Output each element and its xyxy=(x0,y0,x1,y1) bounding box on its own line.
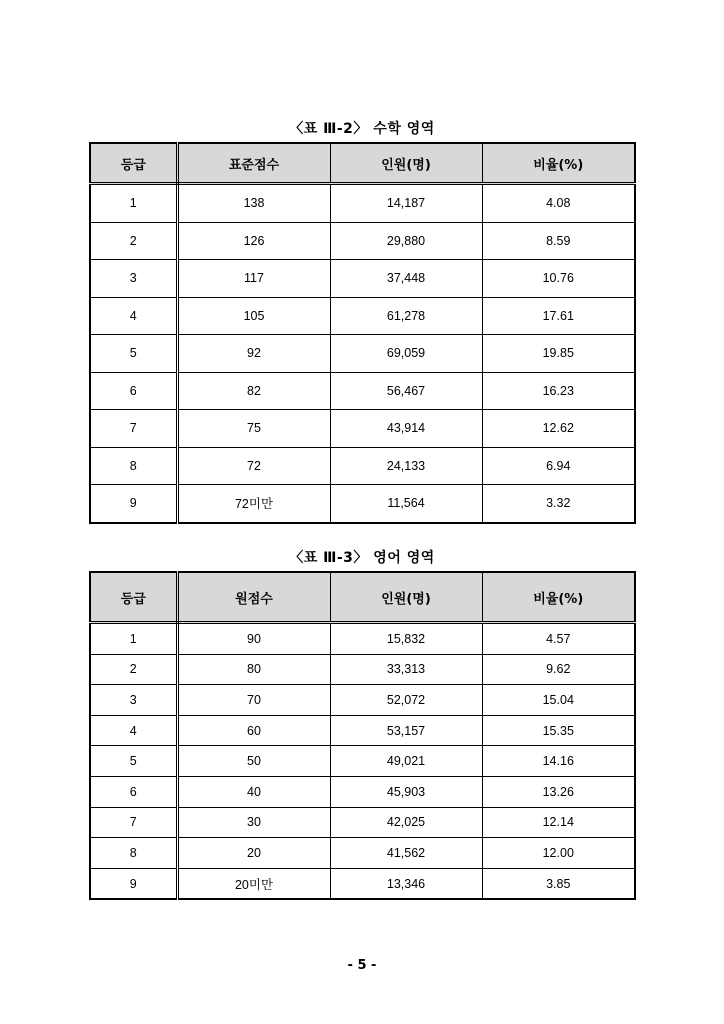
table-row xyxy=(90,447,635,485)
cell-ratio: 17.61 xyxy=(482,297,635,335)
cell-count: 69,059 xyxy=(330,335,482,373)
table-row xyxy=(90,335,635,373)
cell-count: 42,025 xyxy=(330,807,482,838)
cell-score: 20미만 xyxy=(177,868,330,899)
cell-score: 72미만 xyxy=(177,485,330,523)
table-row xyxy=(90,260,635,298)
cell-count: 24,133 xyxy=(330,447,482,485)
cell-ratio: 4.57 xyxy=(482,623,635,655)
cell-score: 30 xyxy=(177,807,330,838)
cell-grade: 5 xyxy=(90,335,177,373)
cell-ratio: 3.85 xyxy=(482,868,635,899)
cell-score: 90 xyxy=(177,623,330,655)
cell-grade: 7 xyxy=(90,410,177,448)
table-row xyxy=(90,838,635,869)
cell-ratio: 8.59 xyxy=(482,222,635,260)
cell-ratio: 15.35 xyxy=(482,715,635,746)
cell-grade: 7 xyxy=(90,807,177,838)
cell-grade: 6 xyxy=(90,372,177,410)
cell-score: 80 xyxy=(177,654,330,685)
cell-grade: 4 xyxy=(90,297,177,335)
cell-ratio: 12.00 xyxy=(482,838,635,869)
cell-score: 105 xyxy=(177,297,330,335)
table-row xyxy=(90,372,635,410)
cell-ratio: 13.26 xyxy=(482,776,635,807)
cell-ratio: 4.08 xyxy=(482,184,635,223)
table-row xyxy=(90,868,635,899)
column-header-score: 원점수 xyxy=(177,572,330,623)
table-row xyxy=(90,807,635,838)
cell-grade: 3 xyxy=(90,685,177,716)
cell-score: 20 xyxy=(177,838,330,869)
math-grade-table xyxy=(89,142,636,524)
cell-grade: 8 xyxy=(90,447,177,485)
table-row xyxy=(90,485,635,523)
cell-score: 60 xyxy=(177,715,330,746)
cell-ratio: 9.62 xyxy=(482,654,635,685)
cell-grade: 8 xyxy=(90,838,177,869)
cell-ratio: 15.04 xyxy=(482,685,635,716)
cell-ratio: 10.76 xyxy=(482,260,635,298)
cell-score: 70 xyxy=(177,685,330,716)
cell-count: 37,448 xyxy=(330,260,482,298)
cell-count: 13,346 xyxy=(330,868,482,899)
table-row xyxy=(90,685,635,716)
table-row xyxy=(90,746,635,777)
cell-ratio: 14.16 xyxy=(482,746,635,777)
table-row xyxy=(90,222,635,260)
english-table-caption: 〈표 Ⅲ-3〉 영어 영역 xyxy=(289,550,435,566)
cell-count: 49,021 xyxy=(330,746,482,777)
table-header-row xyxy=(90,572,635,623)
cell-count: 29,880 xyxy=(330,222,482,260)
cell-grade: 2 xyxy=(90,222,177,260)
cell-score: 138 xyxy=(177,184,330,223)
table-row xyxy=(90,410,635,448)
cell-count: 52,072 xyxy=(330,685,482,716)
column-header-count: 인원(명) xyxy=(330,143,482,184)
column-header-grade: 등급 xyxy=(90,143,177,184)
cell-grade: 4 xyxy=(90,715,177,746)
cell-ratio: 12.62 xyxy=(482,410,635,448)
cell-grade: 3 xyxy=(90,260,177,298)
cell-count: 56,467 xyxy=(330,372,482,410)
cell-ratio: 16.23 xyxy=(482,372,635,410)
cell-score: 126 xyxy=(177,222,330,260)
table-row xyxy=(90,654,635,685)
table-row xyxy=(90,623,635,655)
cell-score: 72 xyxy=(177,447,330,485)
column-header-count: 인원(명) xyxy=(330,572,482,623)
cell-score: 75 xyxy=(177,410,330,448)
cell-count: 61,278 xyxy=(330,297,482,335)
table-row xyxy=(90,715,635,746)
table-row xyxy=(90,184,635,223)
english-grade-table xyxy=(89,571,636,900)
cell-count: 14,187 xyxy=(330,184,482,223)
cell-count: 53,157 xyxy=(330,715,482,746)
column-header-grade: 등급 xyxy=(90,572,177,623)
table-row xyxy=(90,297,635,335)
cell-score: 117 xyxy=(177,260,330,298)
cell-count: 43,914 xyxy=(330,410,482,448)
table-row xyxy=(90,776,635,807)
cell-grade: 1 xyxy=(90,623,177,655)
cell-ratio: 6.94 xyxy=(482,447,635,485)
cell-grade: 9 xyxy=(90,485,177,523)
cell-count: 15,832 xyxy=(330,623,482,655)
table-header-row xyxy=(90,143,635,184)
cell-count: 45,903 xyxy=(330,776,482,807)
cell-score: 40 xyxy=(177,776,330,807)
cell-count: 11,564 xyxy=(330,485,482,523)
cell-grade: 9 xyxy=(90,868,177,899)
column-header-ratio: 비율(%) xyxy=(482,572,635,623)
cell-grade: 5 xyxy=(90,746,177,777)
cell-ratio: 19.85 xyxy=(482,335,635,373)
cell-grade: 1 xyxy=(90,184,177,223)
math-table-caption: 〈표 Ⅲ-2〉 수학 영역 xyxy=(289,121,435,137)
cell-grade: 2 xyxy=(90,654,177,685)
cell-score: 50 xyxy=(177,746,330,777)
cell-grade: 6 xyxy=(90,776,177,807)
cell-score: 92 xyxy=(177,335,330,373)
cell-ratio: 3.32 xyxy=(482,485,635,523)
cell-count: 41,562 xyxy=(330,838,482,869)
cell-ratio: 12.14 xyxy=(482,807,635,838)
cell-score: 82 xyxy=(177,372,330,410)
cell-count: 33,313 xyxy=(330,654,482,685)
page-number: - 5 - xyxy=(347,958,377,973)
column-header-ratio: 비율(%) xyxy=(482,143,635,184)
column-header-score: 표준점수 xyxy=(177,143,330,184)
